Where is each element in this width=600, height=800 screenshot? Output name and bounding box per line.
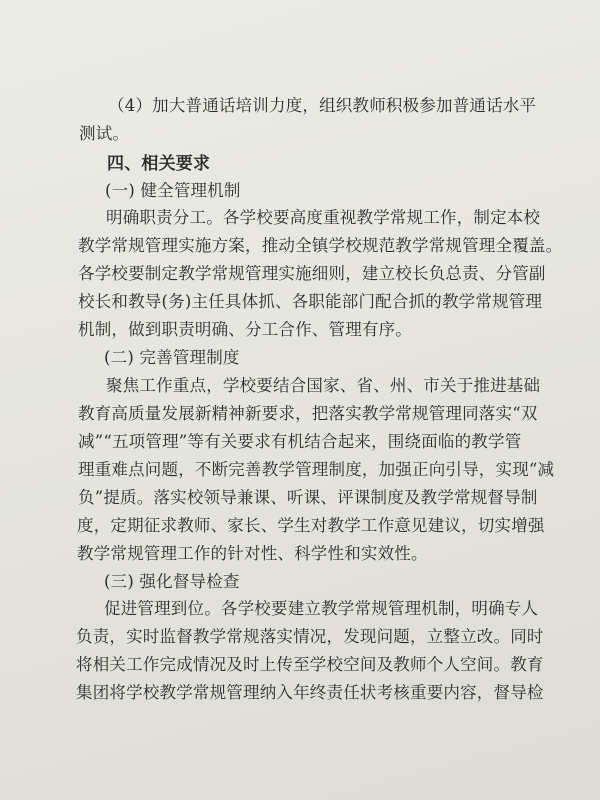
text-line: （4）加大普通话培训力度，组织教师积极参加普通话水平 [108,96,537,115]
text-line: 机制，做到职责明确、分工合作、管理有序。 [78,320,412,339]
text-line: 集团将学校教学常规管理纳入年终责任状考核重要内容，督导检 [76,683,544,702]
text-line: 教学常规管理实施方案，推动全镇学校规范教学常规管理全覆盖。 [78,236,563,255]
text-line: 教学常规管理工作的针对性、科学性和实效性。 [77,544,428,563]
subsection-heading: (一) 健全管理机制 [105,181,241,200]
subsection-heading: (三) 强化督导检查 [104,572,240,591]
subsection-heading: (二) 完善管理制度 [104,348,240,367]
text-line: 校长和教导(务)主任具体抓、各职能部门配合抓的教学常规管理 [78,292,543,311]
text-line: 各学校要制定教学常规管理实施细则，建立校长负总责、分管副 [78,264,546,283]
section-heading: 四、相关要求 [107,154,211,174]
text-line: 度，定期征求教师、家长、学生对教学工作意见建议，切实增强 [77,516,545,535]
text-line: 促进管理到位。各学校要建立教学常规管理机制，明确专人 [104,599,539,618]
text-line: 负责，实时监督教学常规落实情况，发现问题，立整立改。同时 [76,627,544,646]
text-line: 明确职责分工。各学校要高度重视教学常规工作，制定本校 [106,208,541,227]
text-line: 测试。 [79,124,130,143]
text-line: 聚焦工作重点，学校要结合国家、省、州、市关于推进基础 [106,376,541,395]
text-line: 减”“五项管理”等有关要求有机结合起来，围绕面临的教学管 [78,432,522,451]
text-line: 理重难点问题，不断完善教学管理制度，加强正向引导，实现“减 [78,460,555,479]
text-line: 将相关工作完成情况及时上传至学校空间及教师个人空间。教育 [76,655,544,674]
text-line: 教育高质量发展新精神新要求，把落实教学常规管理同落实“双 [78,404,538,423]
text-line: 负”提质。落实校领导兼课、听课、评课制度及教学常规督导制 [78,488,538,507]
